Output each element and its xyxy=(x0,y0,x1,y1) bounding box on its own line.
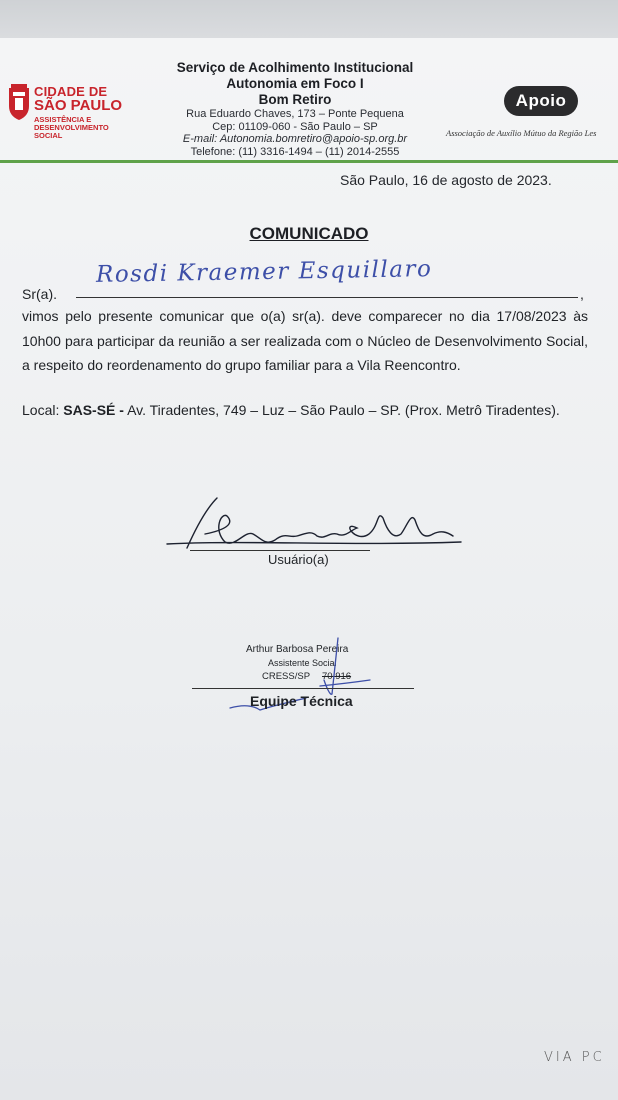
location-place: SAS-SÉ - xyxy=(63,402,124,418)
letterhead xyxy=(160,60,430,158)
city-coat-of-arms-icon xyxy=(6,82,32,122)
email-line xyxy=(160,133,430,146)
email-label: E-mail: xyxy=(182,133,218,145)
recipient-comma: , xyxy=(580,286,584,302)
location-label: Local: xyxy=(22,402,60,418)
logo-line-2: SÃO PAULO xyxy=(34,97,123,114)
apoio-subtitle: Associação de Auxílio Mútuo da Região Les xyxy=(446,128,597,138)
logo-line-1: CIDADE DE xyxy=(34,84,108,99)
apoio-logo-text: Apoio xyxy=(515,91,567,110)
header-divider xyxy=(0,160,618,163)
handwritten-footer-note: VIA PC xyxy=(544,1050,605,1065)
apoio-logo xyxy=(504,86,578,116)
user-caption: Usuário(a) xyxy=(268,552,329,567)
stamp-name: Arthur Barbosa Pereira xyxy=(246,644,349,655)
recipient-handwritten-name: Rosdi Kraemer Esquillaro xyxy=(95,256,433,288)
location-line xyxy=(22,402,560,418)
staff-caption: Equipe Técnica xyxy=(250,693,353,709)
phone: Telefone: (11) 3316-1494 – (11) 2014-2555 xyxy=(190,145,400,158)
document-title: COMUNICADO xyxy=(249,224,369,243)
stamp-role: Assistente Social xyxy=(268,658,337,668)
logo-line-3: ASSISTÊNCIA E DESENVOLVIMENTO SOCIAL xyxy=(34,115,109,140)
email-address: Autonomia.bomretiro@apoio-sp.org.br xyxy=(219,133,408,145)
sao-paulo-logo xyxy=(6,82,126,142)
unit-name: Autonomia em Foco I xyxy=(226,76,364,91)
user-signature-line xyxy=(190,550,370,551)
stamp-registration-number: 70.916 xyxy=(322,671,352,682)
date-line: São Paulo, 16 de agosto de 2023. xyxy=(340,172,552,188)
background-top xyxy=(0,0,618,38)
recipient-label: Sr(a). xyxy=(22,286,57,302)
staff-signature-line xyxy=(192,688,414,689)
location-address: Av. Tiradentes, 749 – Luz – São Paulo – SP. (Prox. Metrô Tiradentes). xyxy=(127,402,560,418)
service-name: Serviço de Acolhimento Institucional xyxy=(176,60,414,75)
address: Rua Eduardo Chaves, 173 – Ponte Pequena xyxy=(186,108,404,120)
body-paragraph: vimos pelo presente comunicar que o(a) sr(a). deve comparecer no dia 17/08/2023 às 10h00 para participar da reunião a ser realizada com o Núcleo de Desenvolvimento Social, a respeito do reordenamento do grupo familiar para a Vila Reencontro. xyxy=(22,308,588,373)
document-page xyxy=(0,38,618,1100)
cep: Cep: 01109-060 - São Paulo – SP xyxy=(212,120,378,133)
stamp-registration-prefix: CRESS/SP xyxy=(262,671,311,682)
district-name: Bom Retiro xyxy=(258,92,332,107)
recipient-line xyxy=(76,297,578,298)
